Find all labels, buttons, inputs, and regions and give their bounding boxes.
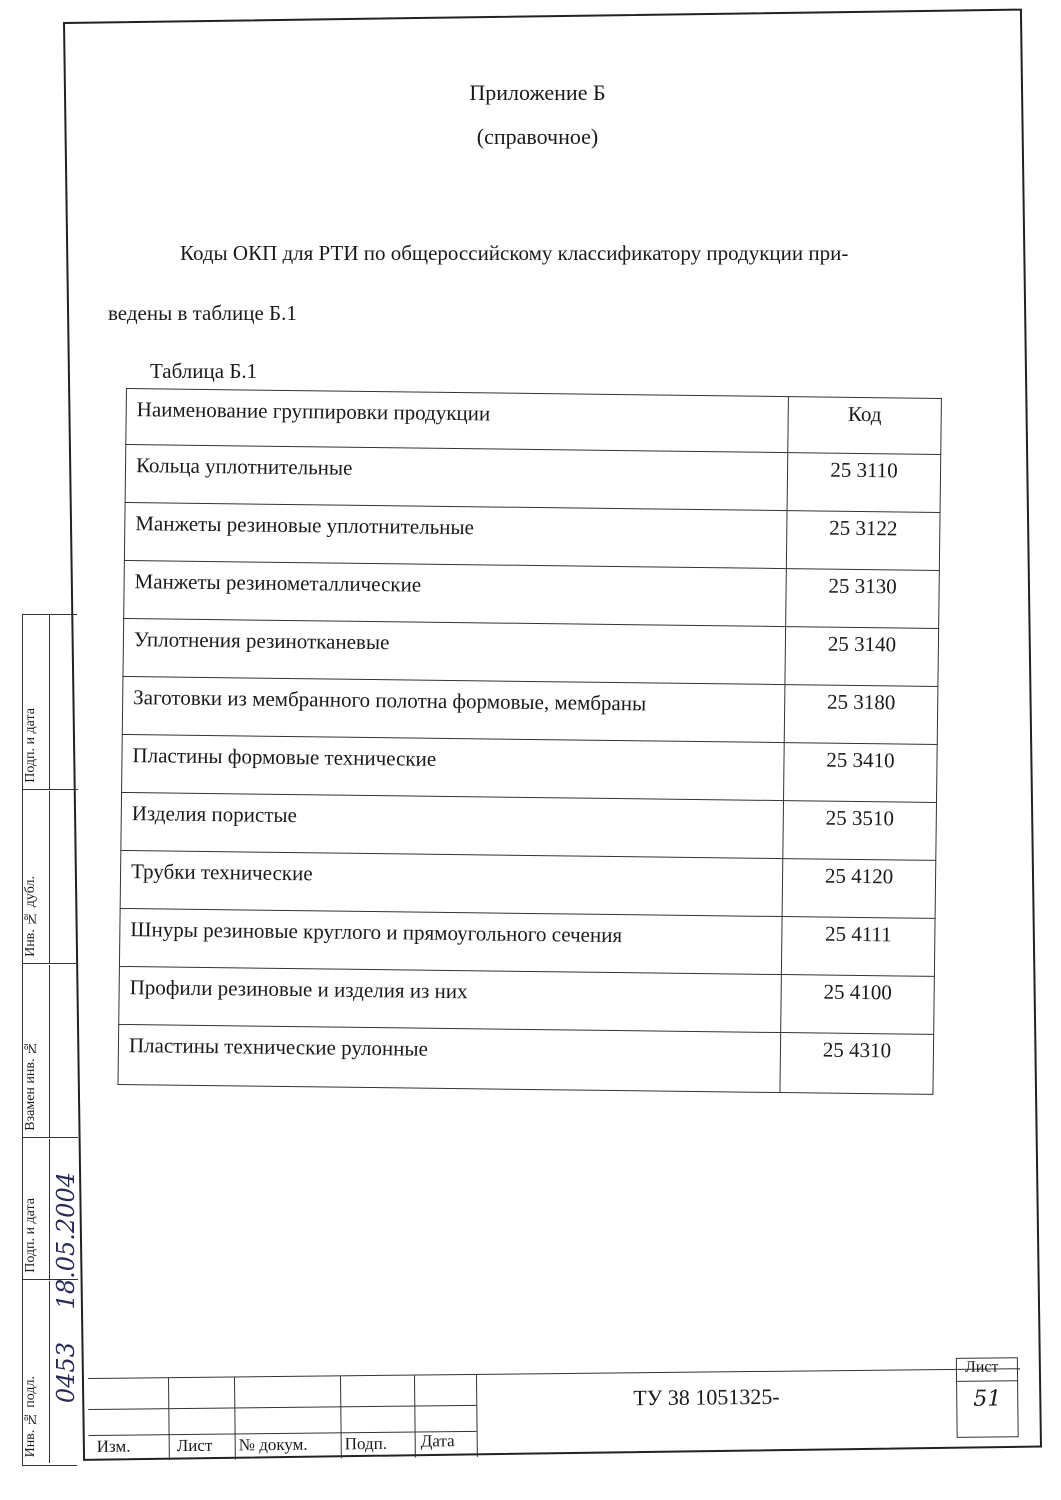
intro-line-1: Коды ОКП для РТИ по общероссийскому классификатору продукции при- bbox=[180, 241, 849, 265]
appendix-title: Приложение Б bbox=[469, 80, 606, 105]
side-cell-sign-date-1 bbox=[23, 615, 49, 790]
stamp-col-line-5 bbox=[476, 1375, 478, 1457]
table-caption: Таблица Б.1 bbox=[150, 359, 258, 383]
side-sig-box-1 bbox=[49, 615, 78, 790]
okp-code: 25 3410 bbox=[784, 743, 938, 803]
okp-code: 25 3510 bbox=[783, 801, 937, 861]
table-row bbox=[121, 792, 937, 860]
table-row bbox=[124, 560, 940, 628]
okp-codes-table bbox=[117, 388, 941, 1095]
product-group-name: Манжеты резиновые уплотнительные bbox=[124, 502, 787, 568]
side-label-dup-inv: Инв. № дубл. bbox=[23, 876, 38, 957]
table-row bbox=[119, 966, 935, 1034]
product-group-name: Кольца уплотнительные bbox=[125, 445, 788, 511]
side-label-sign-date-2: Подп. и дата bbox=[23, 1198, 38, 1273]
product-group-name: Заготовки из мембранного полотна формовые, мембраны bbox=[122, 676, 785, 742]
stamp-label-signature: Подп. bbox=[344, 1433, 388, 1454]
sheet-box bbox=[956, 1357, 1019, 1438]
stamp-col-line-4 bbox=[414, 1376, 416, 1458]
okp-code: 25 3122 bbox=[786, 511, 940, 571]
side-sig-box-3 bbox=[49, 965, 78, 1138]
side-cell-replace-inv bbox=[23, 965, 49, 1138]
okp-code: 25 4120 bbox=[782, 859, 936, 919]
table-row bbox=[120, 850, 936, 918]
side-cell-orig-inv bbox=[23, 1281, 49, 1463]
product-group-name: Манжеты резинометаллические bbox=[124, 560, 787, 626]
sheet-box-divider bbox=[957, 1380, 1017, 1382]
document-number: ТУ 38 1051325- bbox=[633, 1383, 780, 1411]
okp-code: 25 3140 bbox=[785, 627, 939, 687]
handwritten-inv-number: 0453 bbox=[52, 1341, 80, 1403]
side-sig-box-2 bbox=[49, 791, 78, 964]
table-row bbox=[123, 618, 939, 686]
okp-code: 25 4100 bbox=[781, 975, 935, 1035]
sheet-number: 51 bbox=[973, 1386, 1002, 1412]
product-group-name: Трубки технические bbox=[120, 850, 783, 916]
appendix-type: (справочное) bbox=[476, 124, 599, 149]
table-row bbox=[119, 908, 935, 976]
table-row bbox=[124, 502, 940, 570]
sheet-label: Лист bbox=[964, 1358, 999, 1376]
product-group-name: Изделия пористые bbox=[121, 792, 784, 858]
side-label-replace-inv: Взамен инв. № bbox=[23, 1040, 38, 1131]
okp-code: 25 3110 bbox=[787, 453, 941, 513]
table-row bbox=[118, 1024, 934, 1094]
okp-code: 25 3180 bbox=[784, 685, 938, 745]
side-label-sign-date-1: Подп. и дата bbox=[23, 708, 38, 783]
table-row bbox=[122, 734, 938, 802]
okp-codes-table-body bbox=[118, 389, 941, 1095]
product-group-name: Уплотнения резинотканевые bbox=[123, 618, 786, 684]
product-group-name: Пластины технические рулонные bbox=[118, 1024, 781, 1092]
stamp-row-line-1 bbox=[88, 1405, 476, 1410]
product-group-name: Профили резиновые и изделия из них bbox=[119, 966, 782, 1032]
side-sig-box-5 bbox=[49, 1281, 78, 1463]
handwritten-date: 18.05.2004 bbox=[52, 1171, 80, 1309]
table-row bbox=[125, 445, 941, 513]
side-label-orig-inv: Инв. № подл. bbox=[23, 1375, 38, 1457]
product-group-name: Шнуры резиновые круглого и прямоугольного сечения bbox=[119, 908, 782, 974]
okp-code: 25 4310 bbox=[780, 1033, 934, 1095]
title-block bbox=[88, 1358, 1021, 1461]
side-sig-box-4 bbox=[49, 1139, 80, 1309]
table-header-name: Наименование группировки продукции bbox=[126, 389, 789, 453]
stamp-label-date: Дата bbox=[420, 1431, 455, 1451]
stamp-label-change: Изм. bbox=[96, 1436, 131, 1456]
intro-line-2: ведены в таблице Б.1 bbox=[108, 301, 297, 325]
table-header-code: Код bbox=[788, 397, 942, 455]
stamp-label-doc-number: № докум. bbox=[238, 1434, 308, 1455]
stamp-col-line-1 bbox=[168, 1378, 170, 1460]
table-header-row bbox=[126, 389, 942, 455]
side-approval-strip bbox=[22, 614, 80, 1466]
side-cell-sign-date-2 bbox=[23, 1139, 49, 1280]
stamp-col-line-2 bbox=[234, 1377, 236, 1459]
okp-code: 25 3130 bbox=[786, 569, 940, 629]
stamp-col-line-3 bbox=[340, 1376, 342, 1458]
okp-code: 25 4111 bbox=[781, 917, 935, 977]
stamp-label-sheet: Лист bbox=[176, 1435, 213, 1456]
side-cell-dup-inv bbox=[23, 791, 49, 964]
table-row bbox=[122, 676, 938, 744]
product-group-name: Пластины формовые технические bbox=[122, 734, 785, 800]
